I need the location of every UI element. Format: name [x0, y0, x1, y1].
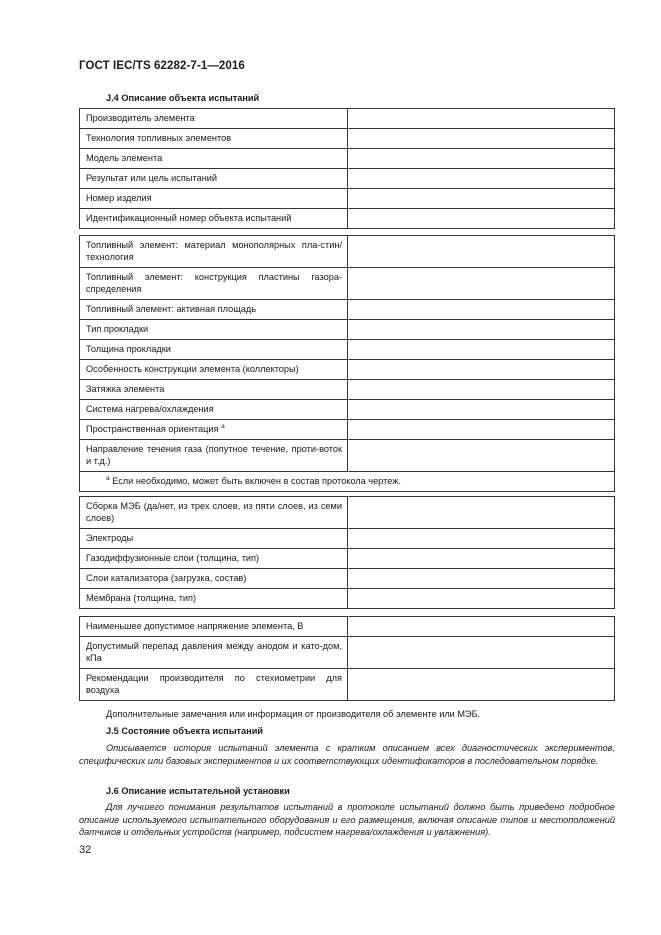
page-number: 32 [79, 844, 92, 856]
row-label: Топливный элемент: конструкция пластины газора-спределения [80, 268, 348, 300]
row-label: Наименьшее допустимое напряжение элемента, В [80, 617, 348, 637]
value-cell[interactable] [348, 189, 615, 209]
table-row [80, 637, 615, 669]
table-row [80, 189, 615, 209]
table-row [80, 549, 615, 569]
value-cell[interactable] [348, 268, 615, 300]
value-cell[interactable] [348, 129, 615, 149]
table-row [80, 380, 615, 400]
row-label: Допустимый перепад давления между анодом и като-дом, кПа [80, 637, 348, 669]
row-label: Газодиффузионные слои (толщина, тип) [80, 549, 348, 569]
value-cell[interactable] [348, 669, 615, 701]
row-label: Особенность конструкции элемента (коллекторы) [80, 360, 348, 380]
row-label: Сборка МЭБ (да/нет, из трех слоев, из пяти слоев, из семи слоев) [80, 497, 348, 529]
test-object-table-1 [79, 108, 615, 229]
value-cell[interactable] [348, 637, 615, 669]
value-cell[interactable] [348, 300, 615, 320]
section-j5-title: J.5 Состояние объекта испытаний [106, 726, 263, 736]
table-row [80, 209, 615, 229]
table-row [80, 669, 615, 701]
section-j4-title: J.4 Описание объекта испытаний [106, 93, 260, 103]
value-cell[interactable] [348, 109, 615, 129]
mea-table [79, 496, 615, 609]
table-row [80, 109, 615, 129]
footnote-marker: a [221, 422, 225, 430]
value-cell[interactable] [348, 400, 615, 420]
row-label-text: Пространственная ориентация [86, 424, 219, 434]
value-cell[interactable] [348, 440, 615, 472]
footnote-marker: a [106, 474, 110, 482]
table-row [80, 236, 615, 268]
additional-note: Дополнительные замечания или информация от производителя об элементе или МЭБ. [106, 709, 481, 719]
value-cell[interactable] [348, 589, 615, 609]
row-label: Затяжка элемента [80, 380, 348, 400]
row-label: Толщина прокладки [80, 340, 348, 360]
table-row [80, 340, 615, 360]
row-label: Мембрана (толщина, тип) [80, 589, 348, 609]
table-row [80, 400, 615, 420]
table-row [80, 420, 615, 440]
operating-limits-table [79, 616, 615, 701]
row-label: Топливный элемент: материал монополярных пла-стин/технология [80, 236, 348, 268]
row-label: Модель элемента [80, 149, 348, 169]
row-label: Номер изделия [80, 189, 348, 209]
row-label: Слои катализатора (загрузка, состав) [80, 569, 348, 589]
test-object-table-2 [79, 235, 615, 492]
table-row [80, 497, 615, 529]
value-cell[interactable] [348, 549, 615, 569]
value-cell[interactable] [348, 529, 615, 549]
row-label: Направление течения газа (попутное течение, проти-воток и т.д.) [80, 440, 348, 472]
table-row [80, 320, 615, 340]
row-label: Рекомендации производителя по стехиометрии для воздуха [80, 669, 348, 701]
row-label [80, 420, 348, 440]
value-cell[interactable] [348, 320, 615, 340]
value-cell[interactable] [348, 617, 615, 637]
row-label: Производитель элемента [80, 109, 348, 129]
table-row [80, 440, 615, 472]
value-cell[interactable] [348, 497, 615, 529]
value-cell[interactable] [348, 149, 615, 169]
value-cell[interactable] [348, 380, 615, 400]
row-label: Результат или цель испытаний [80, 169, 348, 189]
row-label: Система нагрева/охлаждения [80, 400, 348, 420]
value-cell[interactable] [348, 209, 615, 229]
table-row [80, 169, 615, 189]
row-label: Электроды [80, 529, 348, 549]
document-header: ГОСТ IEC/TS 62282-7-1—2016 [79, 60, 245, 72]
footnote [80, 472, 615, 492]
value-cell[interactable] [348, 420, 615, 440]
value-cell[interactable] [348, 340, 615, 360]
table-row [80, 529, 615, 549]
section-j6-text: Для лучшего понимания результатов испытаний в протоколе испытаний должно быть приведено подробное описание используемого испытательного оборудования и его размещения, включая описание типов и местоположений датчиков и отдельных устройств (например, подсистем нагрева/охлаждения и увлажнения). [79, 802, 615, 837]
value-cell[interactable] [348, 360, 615, 380]
table-row [80, 268, 615, 300]
row-label: Технология топливных элементов [80, 129, 348, 149]
table-row [80, 300, 615, 320]
table-row [80, 569, 615, 589]
footnote-text: Если необходимо, может быть включен в состав протокола чертеж. [112, 476, 401, 486]
section-j5-text: Описывается история испытаний элемента с кратким описанием всех диагностических экспериментов, специфических или базовых экспериментов и их соответствующих идентификаторов в последовательном порядке. [79, 743, 615, 766]
row-label: Идентификационный номер объекта испытаний [80, 209, 348, 229]
table-row [80, 589, 615, 609]
table-row [80, 360, 615, 380]
footnote-row [80, 472, 615, 492]
value-cell[interactable] [348, 236, 615, 268]
table-row [80, 149, 615, 169]
table-row [80, 617, 615, 637]
value-cell[interactable] [348, 569, 615, 589]
section-j6-title: J.6 Описание испытательной установки [106, 786, 290, 796]
table-row [80, 129, 615, 149]
row-label: Тип прокладки [80, 320, 348, 340]
row-label: Топливный элемент: активная площадь [80, 300, 348, 320]
value-cell[interactable] [348, 169, 615, 189]
